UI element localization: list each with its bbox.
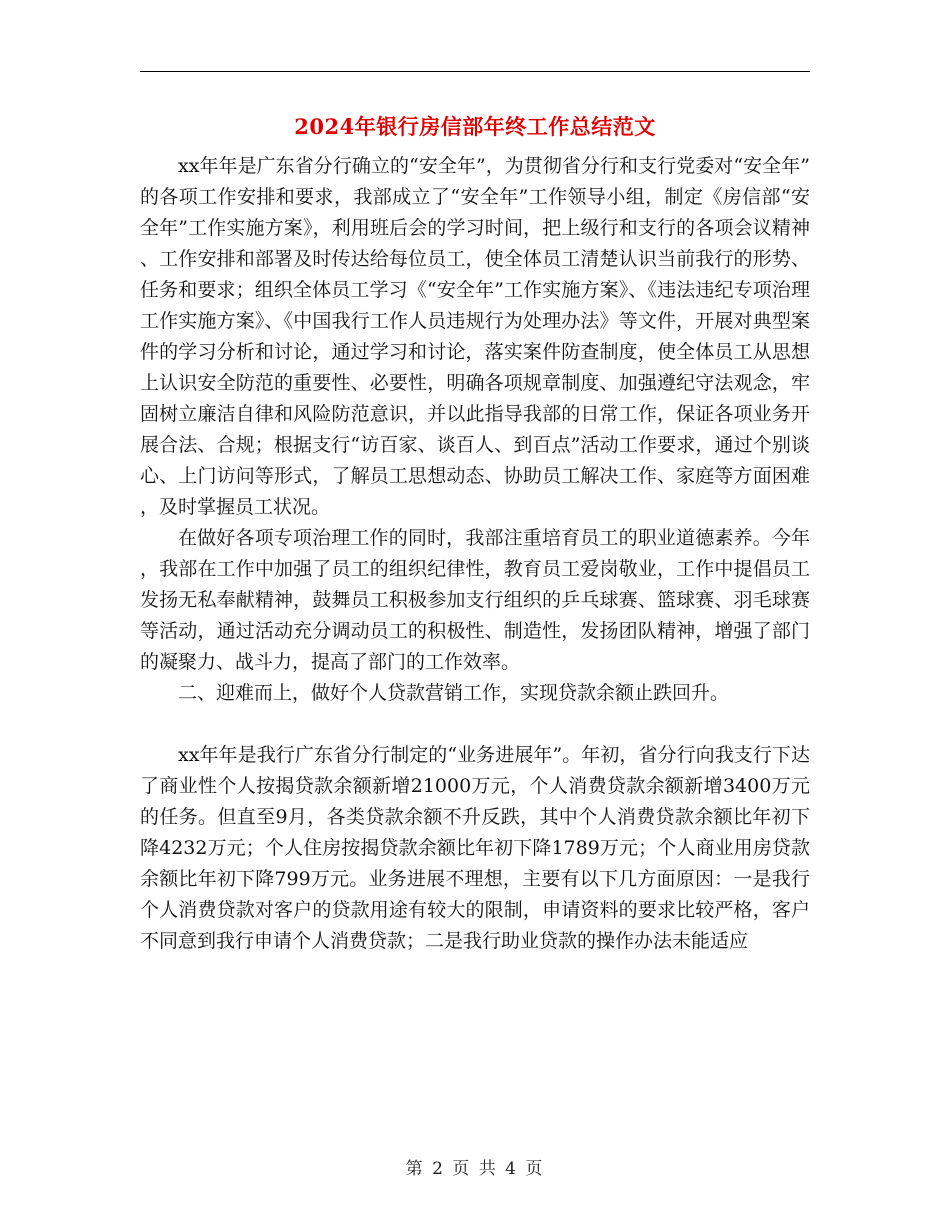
document-title: 2024年银行房信部年终工作总结范文 [294, 114, 656, 139]
header-rule [140, 71, 810, 72]
document-body [140, 151, 810, 957]
section-heading-loan-marketing: 二、迎难而上，做好个人贷款营销工作，实现贷款余额止跌回升。 [178, 682, 730, 704]
footer-prefix: 第 [405, 1159, 425, 1179]
footer-middle: 页 共 [452, 1159, 498, 1179]
page-footer [140, 1154, 810, 1179]
footer-total-pages: 4 [505, 1159, 518, 1179]
footer-suffix: 页 [525, 1159, 545, 1179]
paragraph-business-development-year: xx年年是我行广东省分行制定的“业务进展年”。年初，省分行向我支行下达了商业性个人按揭贷款余额新增21000万元，个人消费贷款余额新增3400万元的任务。但直至9月，各类贷款余额不升反跌，其中个人消费贷款余额比年初下降4232万元；个人住房按揭贷款余额比年初下降1789万元；个人商业用房贷款余额比年初下降799万元。业务进展不理想，主要有以下几方面原因：一是我行个人消费贷款对客户的贷款用途有较大的限制，申请资料的要求比较严格，客户不同意到我行申请个人消费贷款；二是我行助业贷款的操作办法未能适应 [140, 744, 810, 952]
paragraph-safety-year: xx年年是广东省分行确立的“安全年”，为贯彻省分行和支行党委对“安全年”的各项工作安排和要求，我部成立了“安全年”工作领导小组，制定《房信部“安全年”工作实施方案》，利用班后会的学习时间，把上级行和支行的各项会议精神、工作安排和部署及时传达给每位员工，使全体员工清楚认识当前我行的形势、任务和要求；组织全体员工学习《“安全年”工作实施方案》、《违法违纪专项治理工作实施方案》、《中国我行工作人员违规行为处理办法》等文件，开展对典型案件的学习分析和讨论，通过学习和讨论，落实案件防查制度，使全体员工从思想上认识安全防范的重要性、必要性，明确各项规章制度、加强遵纪守法观念，牢固树立廉洁自律和风险防范意识，并以此指导我部的日常工作，保证各项业务开展合法、合规；根据支行“访百家、谈百人、到百点”活动工作要求，通过个别谈心、上门访问等形式，了解员工思想动态、协助员工解决工作、家庭等方面困难，及时掌握员工状况。 [140, 155, 810, 518]
footer-current-page: 2 [432, 1159, 445, 1179]
paragraph-professional-ethics: 在做好各项专项治理工作的同时，我部注重培育员工的职业道德素养。今年，我部在工作中加强了员工的组织纪律性，教育员工爱岗敬业，工作中提倡员工发扬无私奉献精神，鼓舞员工积极参加支行组织的乒乓球赛、篮球赛、羽毛球赛等活动，通过活动充分调动员工的积极性、制造性，发扬团队精神，增强了部门的凝聚力、战斗力，提高了部门的工作效率。 [140, 527, 810, 673]
